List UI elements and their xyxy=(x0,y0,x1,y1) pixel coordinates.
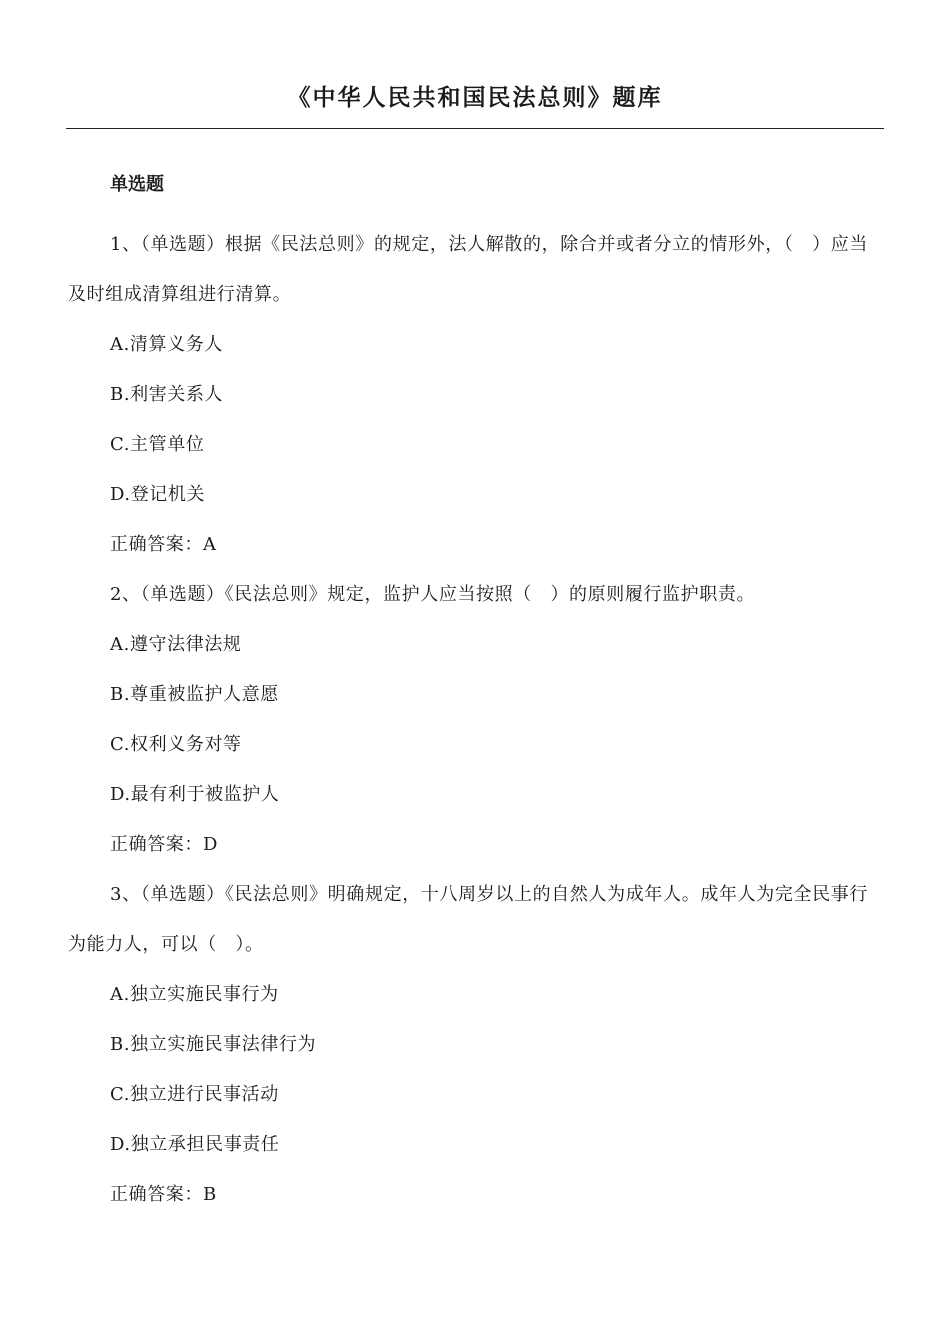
option-d: D.独立承担民事责任 xyxy=(110,1134,280,1155)
option-c: C.权利义务对等 xyxy=(110,734,242,755)
option-d: D.登记机关 xyxy=(110,484,206,505)
question-1 xyxy=(68,220,868,570)
option-a: A.独立实施民事行为 xyxy=(110,984,279,1005)
correct-answer: 正确答案：A xyxy=(110,534,217,555)
title-divider xyxy=(66,128,884,129)
question-list xyxy=(68,220,868,1220)
option-d: D.最有利于被监护人 xyxy=(110,784,280,805)
option-a: A.清算义务人 xyxy=(110,334,223,355)
question-2 xyxy=(68,570,868,870)
correct-answer: 正确答案：D xyxy=(110,834,219,855)
question-3 xyxy=(68,870,868,1220)
option-b: B.尊重被监护人意愿 xyxy=(110,684,279,705)
option-a: A.遵守法律法规 xyxy=(110,634,242,655)
section-heading: 单选题 xyxy=(110,174,164,195)
option-c: C.主管单位 xyxy=(110,434,205,455)
option-b: B.利害关系人 xyxy=(110,384,224,405)
question-stem: 1、（单选题）根据《民法总则》的规定，法人解散的，除合并或者分立的情形外，（ ）应当及时组成清算组进行清算。 xyxy=(68,234,868,305)
option-b: B.独立实施民事法律行为 xyxy=(110,1034,317,1055)
question-stem: 3、（单选题）《民法总则》明确规定，十八周岁以上的自然人为成年人。成年人为完全民事行为能力人，可以（ ）。 xyxy=(68,884,868,955)
correct-answer: 正确答案：B xyxy=(110,1184,217,1205)
question-stem: 2、（单选题）《民法总则》规定，监护人应当按照（ ）的原则履行监护职责。 xyxy=(110,584,756,605)
document-title: 《中华人民共和国民法总则》题库 xyxy=(287,85,663,111)
option-c: C.独立进行民事活动 xyxy=(110,1084,279,1105)
